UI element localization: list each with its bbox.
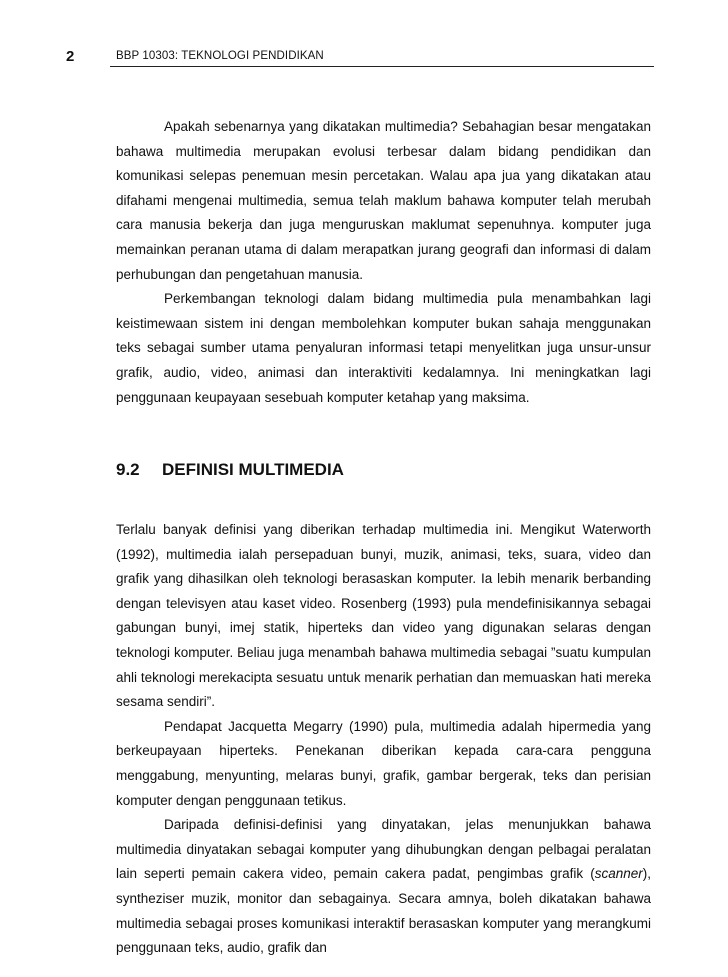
header-rule	[110, 66, 654, 67]
section-paragraph-1: Terlalu banyak definisi yang diberikan terhadap multimedia ini. Mengikut Waterworth (1992), multimedia ialah persepaduan bunyi, muzik, animasi, teks, suara, video dan grafik yang dihasilkan oleh teknologi berasaskan komputer. Ia lebih menarik berbanding dengan televisyen atau kaset video. Rosenberg (1993) pula mendefinisikannya sebagai gabungan bunyi, imej statik, hiperteks dan video yang digunakan selaras dengan teknologi komputer. Beliau juga menambah bahawa multimedia sebagai ”suatu kumpulan ahli teknologi merekacipta sesuatu untuk menarik perhatian dan memuaskan hati mereka sesama sendiri”.	[116, 522, 651, 710]
section-number: 9.2	[116, 460, 140, 479]
intro-text-block	[116, 115, 651, 410]
intro-paragraph-2: Perkembangan teknologi dalam bidang multimedia pula menambahkan lagi keistimewaan sistem ini dengan membolehkan komputer bukan sahaja menggunakan teks sebagai sumber utama penyaluran informasi tetapi menyelitkan juga unsur-unsur grafik, audio, video, animasi dan interaktiviti kedalamnya. Ini meningkatkan lagi penggunaan keupayaan sesebuah komputer ketahap yang maksima.	[116, 291, 651, 405]
intro-paragraph-1: Apakah sebenarnya yang dikatakan multimedia? Sebahagian besar mengatakan bahawa multimedia merupakan evolusi terbesar dalam bidang pendidikan dan komunikasi selepas penemuan mesin percetakan. Walau apa jua yang dikatakan atau difahami mengenai multimedia, semua telah maklum bahawa komputer telah merubah cara manusia bekerja dan juga menguruskan maklumat sepenuhnya. komputer juga memainkan peranan utama di dalam merapatkan jurang geografi dan informasi di dalam perhubungan dan pengetahuan manusia.	[116, 119, 651, 282]
running-header-title: BBP 10303: TEKNOLOGI PENDIDIKAN	[116, 50, 324, 62]
section-paragraph-3-end: ), syntheziser muzik, monitor dan sebagainya. Secara amnya, boleh dikatakan bahawa multimedia sebagai proses komunikasi interaktif berasaskan komputer yang merangkumi penggunaan teks, audio, grafik dan	[116, 866, 651, 956]
page-number: 2	[66, 48, 75, 65]
section-title: DEFINISI MULTIMEDIA	[162, 460, 344, 479]
section-paragraph-2: Pendapat Jacquetta Megarry (1990) pula, multimedia adalah hipermedia yang berkeupayaan hiperteks. Penekanan diberikan kepada cara-cara pengguna menggabung, menyunting, melaras bunyi, grafik, gambar bergerak, teks dan perisian komputer dengan penggunaan tetikus.	[116, 718, 651, 808]
section-paragraph-3-start: Daripada definisi-definisi yang dinyatakan, jelas menunjukkan bahawa multimedia dinyatakan sebagai komputer yang dihubungkan dengan pelbagai peralatan lain seperti pemain cakera video, pemain cakera padat, pengimbas grafik (	[116, 817, 651, 882]
section-heading	[116, 460, 344, 480]
section-paragraph-3	[116, 813, 651, 961]
section-text-block	[116, 518, 651, 961]
scanner-term: scanner	[594, 866, 643, 882]
